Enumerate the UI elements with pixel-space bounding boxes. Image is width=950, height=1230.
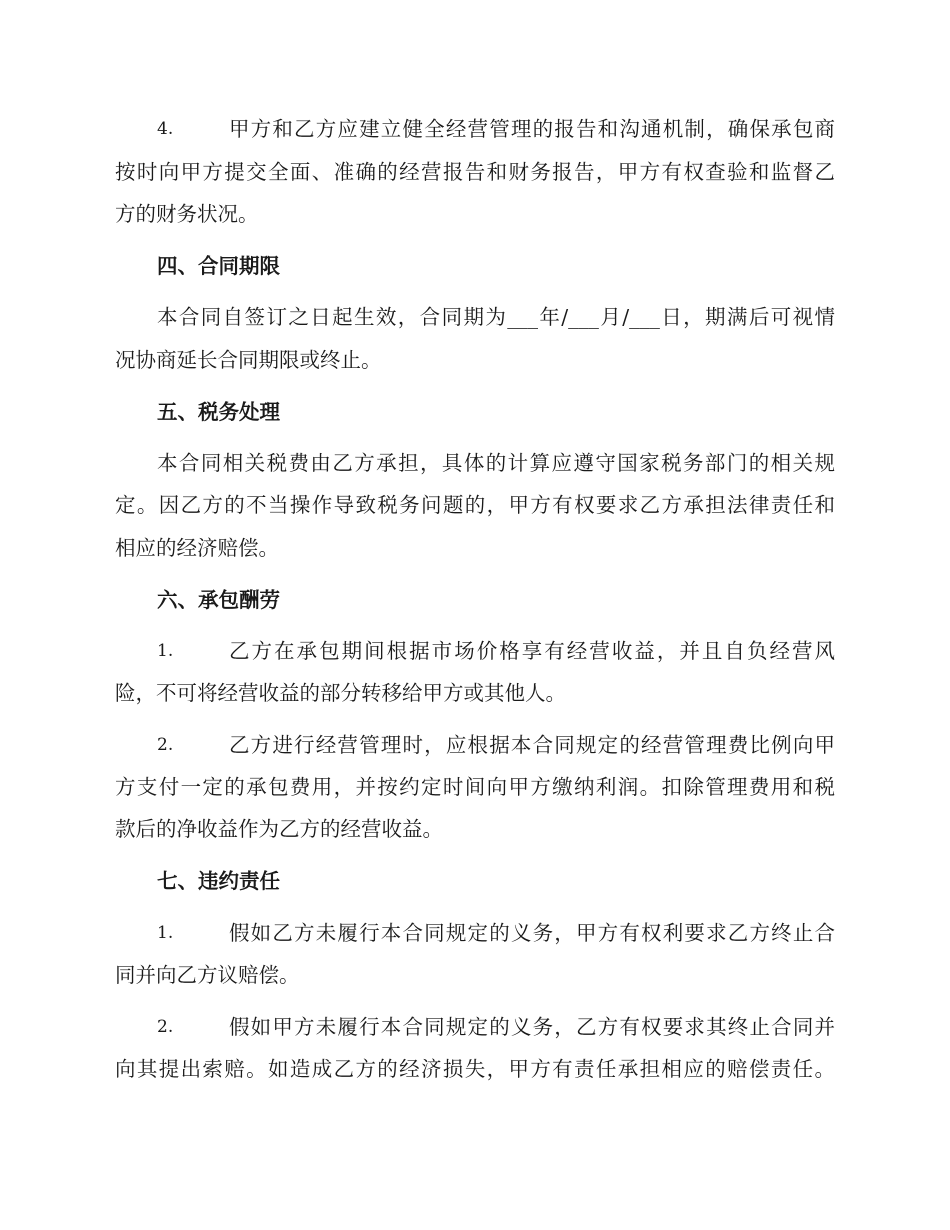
paragraph-line: 假如乙方未履行本合同规定的义务，甲方有权利要求乙方终止合 [229,921,835,945]
item-number: 1. [157,923,174,943]
item-number: 2. [157,735,174,755]
paragraph-line: 甲方和乙方应建立健全经营管理的报告和沟通机制，确保承包商 [229,117,835,141]
paragraph-line: 向其提出索赔。如造成乙方的经济损失，甲方有责任承担相应的赔偿责任。 [115,1057,835,1081]
paragraph-line: 况协商延长合同期限或终止。 [115,348,382,372]
paragraph-line: 方支付一定的承包费用，并按约定时间向甲方缴纳利润。扣除管理费用和税 [115,775,835,799]
paragraph-line: 本合同相关税费由乙方承担，具体的计算应遵守国家税务部门的相关规 [157,451,835,475]
paragraph-line: 款后的净收益作为乙方的经营收益。 [115,817,443,841]
paragraph-line: 假如甲方未履行本合同规定的义务，乙方有权要求其终止合同并 [229,1015,835,1039]
paragraph-line: 乙方进行经营管理时，应根据本合同规定的经营管理费比例向甲 [229,733,835,757]
paragraph-line: 同并向乙方议赔偿。 [115,963,300,987]
paragraph-line: 定。因乙方的不当操作导致税务问题的，甲方有权要求乙方承担法律责任和 [115,493,835,517]
paragraph-line: 险，不可将经营收益的部分转移给甲方或其他人。 [115,681,566,705]
section-heading: 四、合同期限 [157,254,280,278]
paragraph-line: 按时向甲方提交全面、准确的经营报告和财务报告，甲方有权查验和监督乙 [115,160,835,184]
section-heading: 七、违约责任 [157,869,280,893]
paragraph-line: 方的财务状况。 [115,202,259,226]
paragraph-line: 本合同自签订之日起生效，合同期为___年/___月/___日，期满后可视情 [157,305,835,329]
paragraph-line: 乙方在承包期间根据市场价格享有经营收益，并且自负经营风 [229,639,835,663]
paragraph-line: 相应的经济赔偿。 [115,536,279,560]
item-number: 4. [157,119,174,139]
section-heading: 六、承包酬劳 [157,588,280,612]
item-number: 1. [157,641,174,661]
section-heading: 五、税务处理 [157,400,280,424]
item-number: 2. [157,1017,174,1037]
